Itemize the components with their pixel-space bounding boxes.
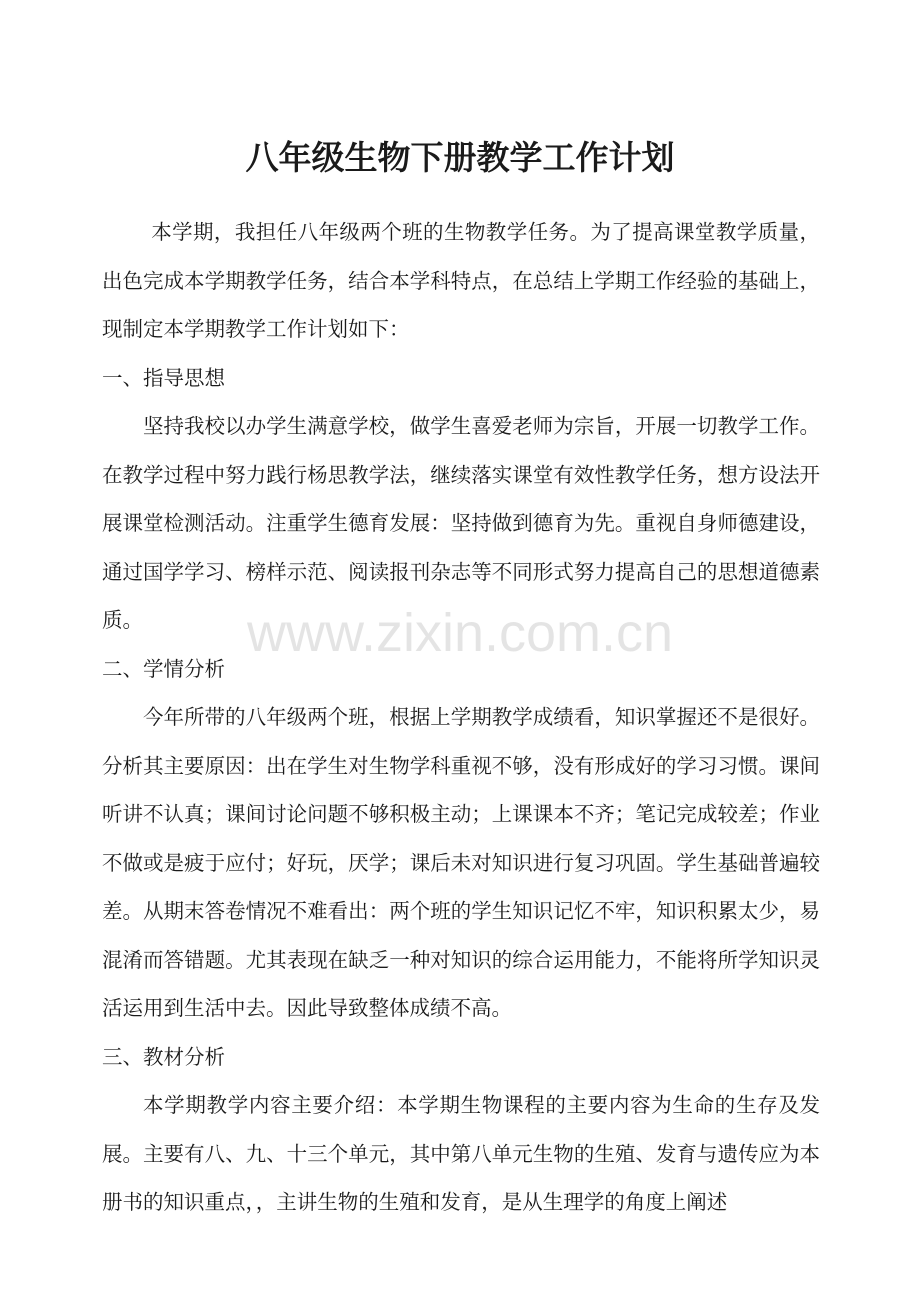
section-heading-textbook-analysis: 三、教材分析 — [102, 1044, 225, 1069]
document-body — [102, 208, 820, 1227]
section-paragraph-textbook-analysis: 本学期教学内容主要介绍：本学期生物课程的主要内容为生命的生存及发展。主要有八、九、十三个单元，其中第八单元生物的生殖、发育与遗传应为本册书的知识重点，，主讲生物的生殖和发育，是从生理学的角度上阐述 — [102, 1093, 820, 1214]
watermark: www.zixin.com.cn — [246, 603, 674, 663]
document-title: 八年级生物下册教学工作计划 — [245, 138, 675, 178]
intro-paragraph: 本学期，我担任八年级两个班的生物教学任务。为了提高课堂教学质量，出色完成本学期教学任务，结合本学科特点，在总结上学期工作经验的基础上，现制定本学期教学工作计划如下： — [102, 220, 820, 341]
section-paragraph-guiding-thought: 坚持我校以办学生满意学校，做学生喜爱老师为宗旨，开展一切教学工作。在教学过程中努力践行杨思教学法，继续落实课堂有效性教学任务，想方设法开展课堂检测活动。注重学生德育发展：坚持做到德育为先。重视自身师德建设，通过国学学习、榜样示范、阅读报刊杂志等不同形式努力提高自己的思想道德素质。 — [102, 414, 820, 632]
section-heading-student-analysis: 二、学情分析 — [102, 656, 225, 681]
section-paragraph-student-analysis: 今年所带的八年级两个班，根据上学期教学成绩看，知识掌握还不是很好。分析其主要原因：出在学生对生物学科重视不够，没有形成好的学习习惯。课间听讲不认真；课间讨论问题不够积极主动；上课课本不齐；笔记完成较差；作业不做或是疲于应付；好玩，厌学；课后未对知识进行复习巩固。学生基础普遍较差。从期末答卷情况不难看出：两个班的学生知识记忆不牢，知识积累太少，易混淆而答错题。尤其表现在缺乏一种对知识的综合运用能力，不能将所学知识灵活运用到生活中去。因此导致整体成绩不高。 — [102, 705, 820, 1020]
section-heading-guiding-thought: 一、指导思想 — [102, 365, 225, 390]
